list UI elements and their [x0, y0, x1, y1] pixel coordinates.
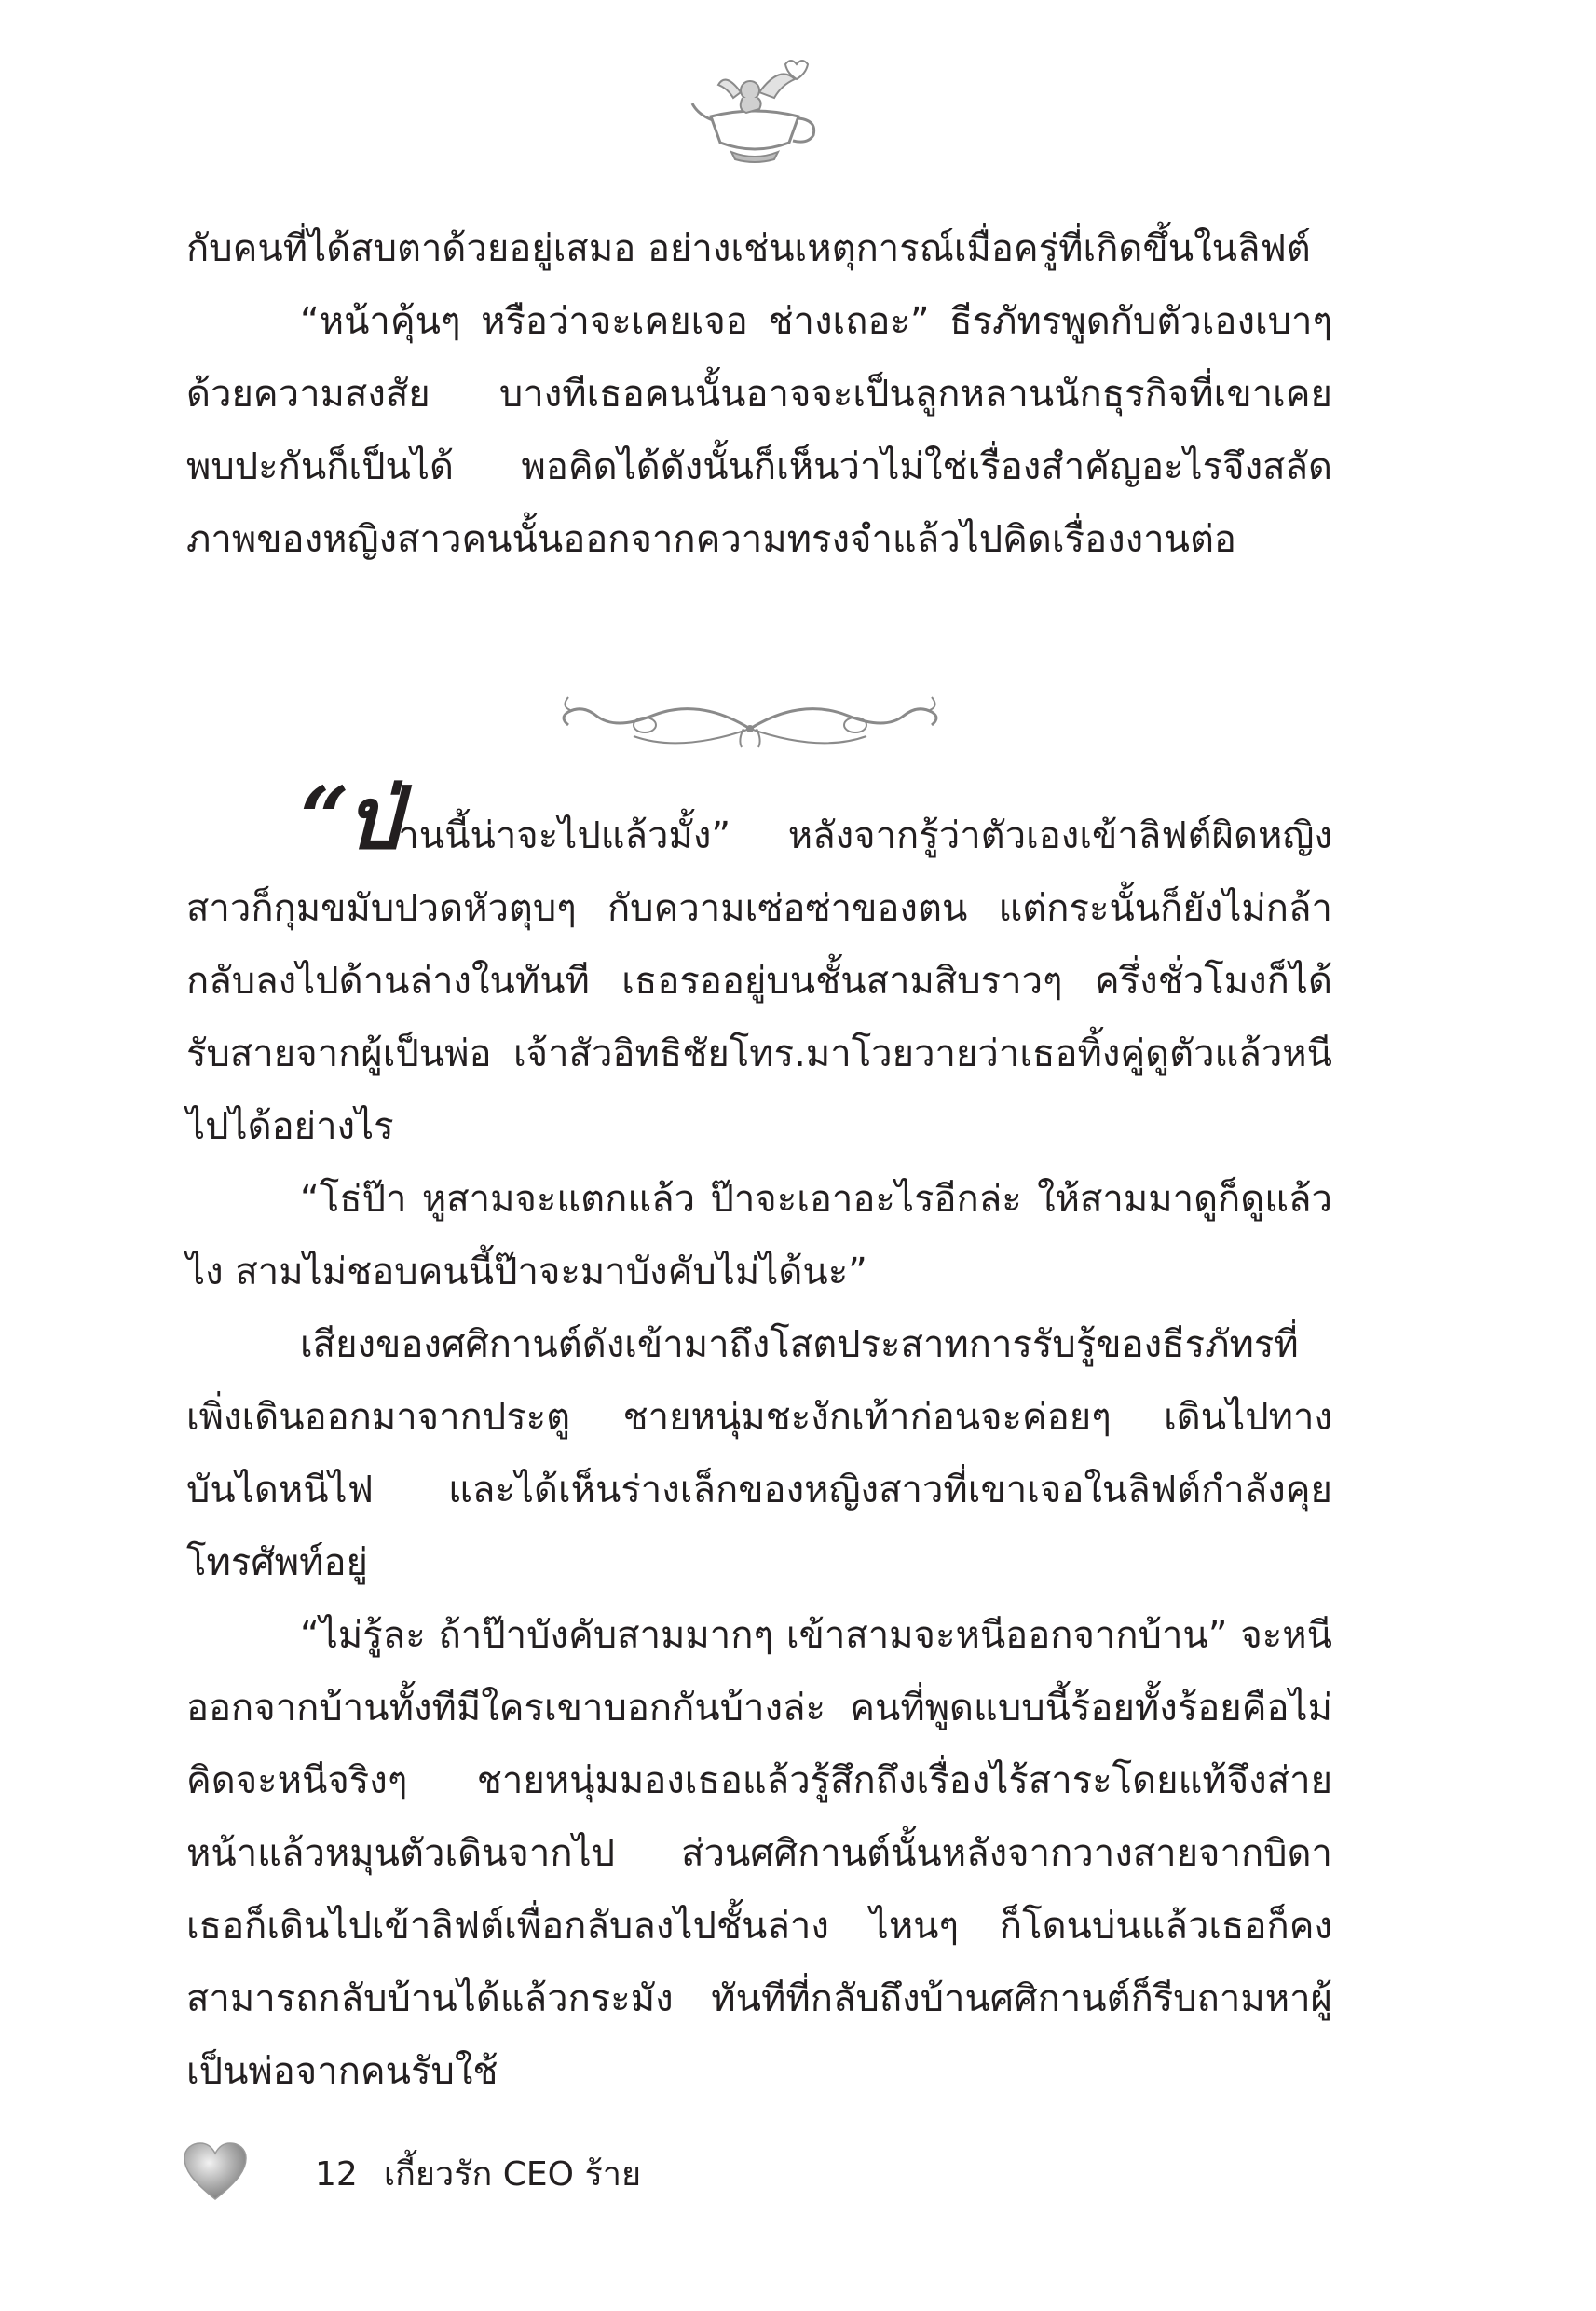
- text-block-top: [186, 212, 1332, 576]
- cupid-teapot-ornament-icon: [685, 51, 825, 168]
- dropcap-paragraph: [186, 768, 1332, 1163]
- paragraph: กับคนที่ได้สบตาด้วยอยู่เสมอ อย่างเช่นเหตุการณ์เมื่อครู่ที่เกิดขึ้นในลิฟต์: [186, 227, 1311, 270]
- paragraph: “ไม่รู้ละ ถ้าป๊าบังคับสามมากๆ เข้าสามจะหนีออกจากบ้าน” จะหนีออกจากบ้านทั้งทีมีใครเขาบอกกันบ้างล่ะ คนที่พูดแบบนี้ร้อยทั้งร้อยคือไม่คิดจะหนีจริงๆ ชายหนุ่มมองเธอแล้วรู้สึกถึงเรื่องไร้สาระโดยแท้จึงส่ายหน้าแล้วหมุนตัวเดินจากไป ส่วนศศิกานต์นั้นหลังจากวางสายจากบิดาเธอก็เดินไปเข้าลิฟต์เพื่อกลับลงไปชั้นล่าง ไหนๆ ก็โดนบ่นแล้วเธอก็คงสามารถกลับบ้านได้แล้วกระมัง ทันทีที่กลับถึงบ้านศศิกานต์ก็รีบถามหาผู้เป็นพ่อจากคนรับใช้: [186, 1614, 1332, 2093]
- dropcap-paragraph-text: านนี้น่าจะไปแล้วมั้ง” หลังจากรู้ว่าตัวเองเข้าลิฟต์ผิดหญิงสาวก็กุมขมับปวดหัวตุบๆ กับความเซ่อซ่าของตน แต่กระนั้นก็ยังไม่กล้ากลับลงไปด้านล่างในทันที เธอรออยู่บนชั้นสามสิบราวๆ ครึ่งชั่วโมงก็ได้รับสายจากผู้เป็นพ่อ เจ้าสัวอิทธิชัยโทร.มาโวยวายว่าเธอทิ้งคู่ดูตัวแล้วหนีไปได้อย่างไร: [186, 814, 1332, 1148]
- ribbon-divider-icon: [540, 678, 960, 772]
- paragraph: “โธ่ป๊า หูสามจะแตกแล้ว ป๊าจะเอาอะไรอีกล่ะ ให้สามมาดูก็ดูแล้วไง สามไม่ชอบคนนี้ป๊าจะมาบังคับไม่ได้นะ”: [186, 1178, 1332, 1293]
- paragraph: เสียงของศศิกานต์ดังเข้ามาถึงโสตประสาทการรับรู้ของธีรภัทรที่เพิ่งเดินออกมาจากประตู ชายหนุ่มชะงักเท้าก่อนจะค่อยๆ เดินไปทางบันไดหนีไฟ และได้เห็นร่างเล็กของหญิงสาวที่เขาเจอในลิฟต์กำลังคุยโทรศัพท์อยู่: [186, 1323, 1332, 1584]
- page-number: 12: [315, 2155, 358, 2194]
- paragraph: “หน้าคุ้นๆ หรือว่าจะเคยเจอ ช่างเถอะ” ธีรภัทรพูดกับตัวเองเบาๆ ด้วยความสงสัย บางทีเธอคนนั้นอาจจะเป็นลูกหลานนักธุรกิจที่เขาเคยพบปะกันก็เป็นได้ พอคิดได้ดังนั้นก็เห็นว่าไม่ใช่เรื่องสำคัญอะไรจึงสลัดภาพของหญิงสาวคนนั้นออกจากความทรงจำแล้วไปคิดเรื่องงานต่อ: [186, 300, 1332, 561]
- text-block-bottom: [186, 768, 1332, 2108]
- heart-icon: [183, 2141, 248, 2203]
- dropcap: “ป่: [300, 768, 397, 868]
- book-title: เกี้ยวรัก CEO ร้าย: [383, 2155, 642, 2194]
- page-footer: [183, 2141, 835, 2216]
- footer-text: [315, 2151, 641, 2199]
